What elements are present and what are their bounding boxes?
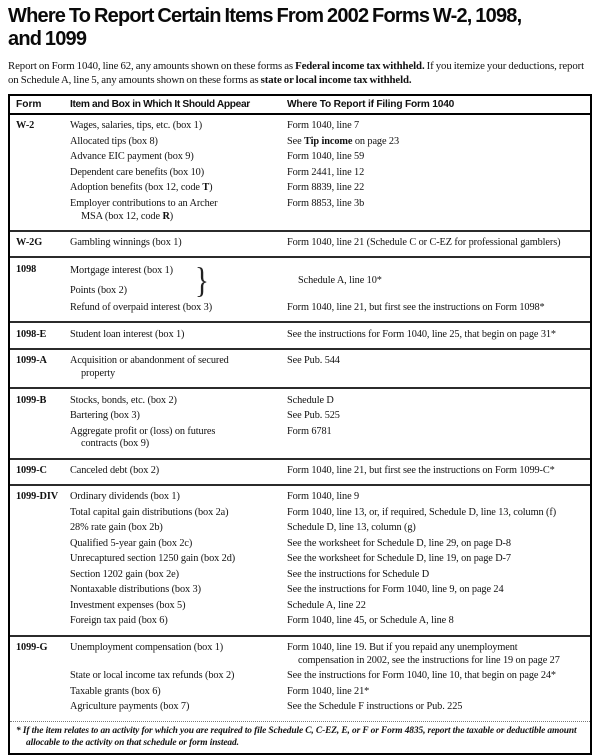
where-cell: See the instructions for Form 1040, line 9, on page 24 (287, 584, 504, 596)
item-cell: Refund of overpaid interest (box 3) (70, 302, 213, 314)
where-cell: Form 6781 (287, 425, 332, 437)
form-label: 1098-E (16, 328, 47, 340)
table-row (70, 568, 590, 584)
where-cell: See the worksheet for Schedule D, line 29, on page D-8 (287, 537, 511, 549)
where-cell: Form 2441, line 12 (287, 166, 365, 178)
footnote: * If the item relates to an activity for which you are required to file Schedule C, C-EZ, E, or F or Form 4835, report the taxable or deductible amount allocable to the activity on that schedule or form instead. (10, 721, 590, 753)
table-row (70, 236, 590, 252)
where-cell: Form 1040, line 21 (Schedule C or C-EZ for professional gamblers) (287, 237, 561, 249)
table-row (70, 641, 590, 669)
item-cell: Student loan interest (box 1) (70, 328, 185, 340)
where-cell: See the instructions for Schedule D (287, 568, 430, 580)
where-cell: Form 1040, line 59 (287, 151, 365, 163)
table-row (70, 165, 590, 181)
item-cell: Canceled debt (box 2) (70, 464, 160, 476)
table-header (10, 96, 590, 115)
table-row (70, 537, 590, 553)
section-rows (70, 327, 590, 343)
table-row (70, 393, 590, 409)
item-cell: State or local income tax refunds (box 2) (70, 670, 235, 682)
table-row (70, 354, 590, 382)
form-section-1098 (10, 256, 590, 321)
form-section-1099-g (10, 635, 590, 721)
where-cell: Schedule A, line 10* (298, 275, 382, 287)
where-cell: Schedule D, line 13, column (g) (287, 522, 416, 534)
form-section-1099-div (10, 484, 590, 635)
intro-segment-1: Report on Form 1040, line 62, any amounts shown on these forms as (8, 59, 296, 72)
where-cell: See Tip income on page 23 (287, 135, 400, 147)
form-section-1099-c (10, 458, 590, 485)
form-label: 1099-DIV (16, 491, 59, 503)
header-form: Form (16, 98, 42, 110)
where-cell: Schedule A, line 22 (287, 599, 366, 611)
table-row (70, 685, 590, 701)
form-section-1098-e (10, 321, 590, 348)
table-row (70, 181, 590, 197)
table-row (70, 521, 590, 537)
item-cell: Bartering (box 3) (70, 410, 140, 422)
where-cell: Form 8853, line 3b (287, 197, 365, 209)
table-row (70, 134, 590, 150)
where-cell: See Pub. 525 (287, 410, 340, 422)
where-cell: Schedule D (287, 394, 334, 406)
item-cell: Agriculture payments (box 7) (70, 701, 190, 713)
where-cell: See Pub. 544 (287, 355, 340, 367)
item-line: Points (box 2) (70, 284, 127, 296)
section-rows (70, 354, 590, 382)
item-cell: Qualified 5-year gain (box 2c) (70, 537, 193, 549)
table-row (70, 424, 590, 452)
form-label: W-2 (16, 120, 35, 132)
intro-bold-federal: Federal income tax withheld. (295, 59, 425, 72)
item-cell: Advance EIC payment (box 9) (70, 151, 194, 163)
section-rows (70, 393, 590, 452)
section-rows (70, 490, 590, 630)
where-cell: Form 1040, line 21, but first see the instructions on Form 1099-C* (287, 464, 555, 476)
where-cell: Form 1040, line 9 (287, 491, 360, 503)
intro-bold-state: state or local income tax withheld. (260, 73, 412, 86)
intro-text (8, 59, 592, 87)
table-row (70, 669, 590, 685)
table-row (70, 464, 590, 480)
table-body (10, 115, 590, 721)
form-section-w-2 (10, 115, 590, 230)
table-row (70, 552, 590, 568)
item-cell: Stocks, bonds, etc. (box 2) (70, 394, 177, 406)
item-cell: Aggregate profit or (loss) on futures contracts (box 9) (70, 425, 216, 450)
table-row (70, 506, 590, 522)
item-cell: Foreign tax paid (box 6) (70, 615, 168, 627)
item-cell: Gambling winnings (box 1) (70, 237, 182, 249)
where-cell: Form 1040, line 7 (287, 120, 360, 132)
section-rows (70, 119, 590, 225)
item-cell: Acquisition or abandonment of secured property (70, 355, 229, 380)
form-label: 1099-G (16, 641, 48, 653)
section-rows (70, 262, 590, 316)
form-label: 1099-C (16, 464, 47, 476)
item-cell: Total capital gain distributions (box 2a) (70, 506, 229, 518)
where-cell: See the instructions for Form 1040, line 25, that begin on page 31* (287, 328, 556, 340)
where-cell: Form 8839, line 22 (287, 182, 365, 194)
where-cell: Form 1040, line 19. But if you repaid any unemployment compensation in 2002, see the instructions for line 19 on page 27 (287, 641, 560, 666)
table-row (70, 700, 590, 716)
table-row (70, 262, 590, 301)
table-row (70, 409, 590, 425)
where-cell: Form 1040, line 21* (287, 685, 370, 697)
form-label: 1099-B (16, 394, 47, 406)
table-row (70, 327, 590, 343)
table-row (70, 490, 590, 506)
item-cell: Wages, salaries, tips, etc. (box 1) (70, 120, 203, 132)
item-cell: Dependent care benefits (box 10) (70, 166, 205, 178)
item-cell: Section 1202 gain (box 2e) (70, 568, 179, 580)
item-cell: Investment expenses (box 5) (70, 599, 186, 611)
item-cell: Unrecaptured section 1250 gain (box 2d) (70, 553, 236, 565)
item-cell (70, 262, 287, 301)
header-item: Item and Box in Which It Should Appear (70, 98, 250, 110)
section-rows (70, 236, 590, 252)
form-label: 1098 (16, 263, 37, 275)
form-section-w-2g (10, 230, 590, 257)
item-cell: Adoption benefits (box 12, code T) (70, 182, 213, 194)
where-cell: See the Schedule F instructions or Pub. 225 (287, 701, 463, 713)
page-title (8, 5, 592, 52)
where-cell: See the worksheet for Schedule D, line 19, on page D-7 (287, 553, 511, 565)
table-row (70, 599, 590, 615)
form-label: 1099-A (16, 355, 47, 367)
item-cell: Employer contributions to an Archer MSA (box 12, code R) (70, 197, 218, 222)
brace-items (70, 262, 173, 301)
table-row (70, 614, 590, 630)
item-cell: Taxable grants (box 6) (70, 685, 161, 697)
intro-segment-2: If you itemize your deductions, report on Schedule A, line 5, any amounts shown on these forms as (8, 59, 585, 86)
page-title-line-2: and 1099 (8, 28, 87, 51)
section-rows (70, 641, 590, 716)
item-cell: Unemployment compensation (box 1) (70, 641, 224, 653)
item-cell: 28% rate gain (box 2b) (70, 522, 163, 534)
where-cell: See the instructions for Form 1040, line 10, that begin on page 24* (287, 670, 556, 682)
item-cell: Allocated tips (box 8) (70, 135, 158, 147)
item-line: Mortgage interest (box 1) (70, 265, 174, 277)
form-section-1099-b (10, 387, 590, 457)
brace-icon: } (195, 260, 209, 301)
where-cell: Form 1040, line 13, or, if required, Schedule D, line 13, column (f) (287, 506, 557, 518)
table-row (70, 196, 590, 224)
where-cell: Form 1040, line 45, or Schedule A, line 8 (287, 615, 454, 627)
table-row (70, 150, 590, 166)
section-rows (70, 464, 590, 480)
table-row (70, 301, 590, 317)
header-where: Where To Report if Filing Form 1040 (287, 98, 455, 110)
form-section-1099-a (10, 348, 590, 387)
item-cell: Ordinary dividends (box 1) (70, 491, 180, 503)
form-label: W-2G (16, 237, 43, 249)
where-cell: Form 1040, line 21, but first see the instructions on Form 1098* (287, 302, 545, 314)
table-row (70, 119, 590, 135)
item-cell: Nontaxable distributions (box 3) (70, 584, 201, 596)
report-table (8, 94, 592, 755)
page-title-line-1: Where To Report Certain Items From 2002 Forms W-2, 1098, (8, 5, 522, 27)
table-row (70, 583, 590, 599)
